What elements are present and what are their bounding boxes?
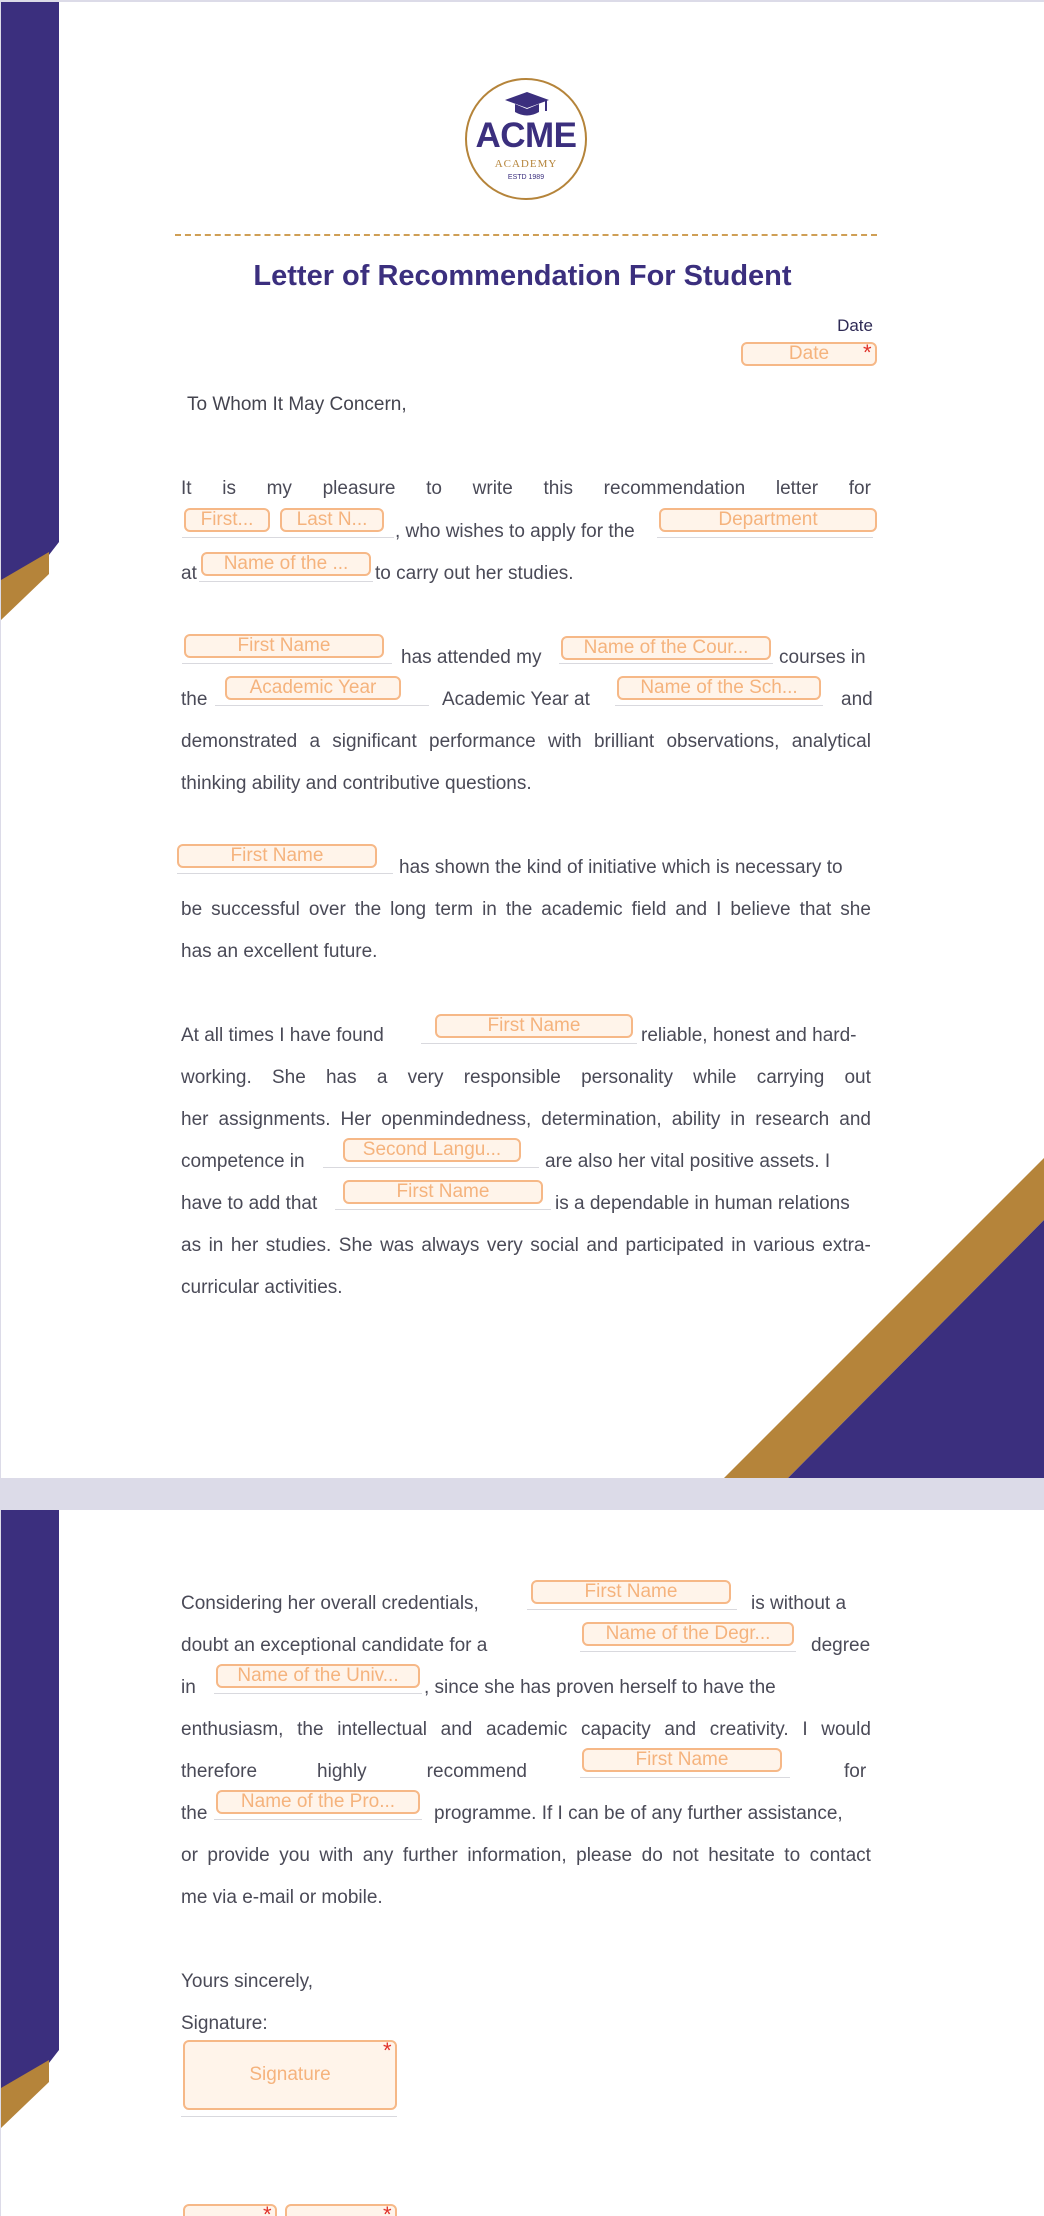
academic-year-field[interactable]: Academic Year [225, 676, 401, 700]
signature-field[interactable]: Signature [183, 2040, 397, 2110]
p4-at-all-text: At all times I have found [181, 1025, 384, 1046]
p2-courses-in-text: courses in [779, 647, 866, 668]
institution-field[interactable]: Name of the ... [201, 552, 371, 576]
p2-first-name-field[interactable]: First Name [184, 634, 384, 658]
p5-doubt-text: doubt an exceptional candidate for a [181, 1635, 488, 1656]
p3-shown-text: has shown the kind of initiative which is necessary to [399, 857, 843, 878]
side-ribbon-decoration [1, 2, 61, 622]
p1-carry-text: to carry out her studies. [375, 563, 574, 584]
p2-line-4: thinking ability and contributive questions. [181, 773, 532, 794]
p4-dependable-text: is a dependable in human relations [555, 1193, 850, 1214]
date-field[interactable]: Date [741, 342, 877, 366]
p1-wishes-text: , who wishes to apply for the [395, 521, 635, 542]
p5-in-text: in [181, 1677, 196, 1698]
p4-first-name-field[interactable]: First Name [435, 1014, 633, 1038]
p5-line-8: me via e-mail or mobile. [181, 1887, 383, 1908]
p3-line-3: has an excellent future. [181, 941, 378, 962]
p3-first-name-field[interactable]: First Name [177, 844, 377, 868]
acme-academy-logo [465, 78, 587, 200]
second-language-field[interactable]: Second Langu... [343, 1138, 521, 1162]
p3-line-2: be successful over the long term in the academic field and I believe that she [181, 899, 871, 920]
date-label: Date [837, 316, 873, 335]
p1-at-text: at [181, 563, 197, 584]
p5-first-name-field-2[interactable]: First Name [582, 1748, 782, 1772]
p2-academic-year-at-text: Academic Year at [442, 689, 590, 710]
p4-line-6: as in her studies. She was always very social and participated in various extra- [181, 1235, 871, 1256]
p5-line-4: enthusiasm, the intellectual and academic capacity and creativity. I would [181, 1719, 871, 1740]
p5-for-text: for [844, 1761, 867, 1782]
p5-considering-text: Considering her overall credentials, [181, 1593, 479, 1614]
bottom-field-2[interactable] [285, 2204, 397, 2216]
greeting: To Whom It May Concern, [187, 394, 407, 415]
p4-competence-text: competence in [181, 1151, 305, 1172]
p4-line-7: curricular activities. [181, 1277, 343, 1298]
p4-vital-text: are also her vital positive assets. I [545, 1151, 831, 1172]
p5-the-text: the [181, 1803, 208, 1824]
bottom-field-1-required-mark: * [263, 2202, 272, 2216]
logo-name: ACME [475, 116, 577, 155]
letter-title: Letter of Recommendation For Student [253, 260, 792, 292]
university-name-field[interactable]: Name of the Univ... [216, 1664, 420, 1688]
p5-degree-text: degree [811, 1635, 871, 1656]
logo-established: ESTD 1989 [507, 174, 545, 181]
p4-have-to-add-text: have to add that [181, 1193, 318, 1214]
programme-name-field[interactable]: Name of the Pro... [216, 1790, 420, 1814]
p1-line-1: It is my pleasure to write this recommendation letter for [181, 478, 871, 499]
logo-subtitle: ACADEMY [494, 158, 558, 170]
p1-last-name-field[interactable]: Last N... [280, 508, 384, 532]
p5-therefore-text: therefore highly recommend [181, 1761, 527, 1782]
degree-name-field[interactable]: Name of the Degr... [582, 1622, 794, 1646]
letter-page-1 [1, 2, 1044, 1478]
title-divider [175, 234, 877, 236]
p5-programme-text: programme. If I can be of any further assistance, [434, 1803, 843, 1824]
p5-since-text: , since she has proven herself to have the [424, 1677, 776, 1698]
department-field[interactable]: Department [659, 508, 877, 532]
course-name-field[interactable]: Name of the Cour... [561, 636, 771, 660]
p2-attended-text: has attended my [401, 647, 542, 668]
side-ribbon-decoration-2 [1, 1510, 61, 2130]
p4-line-2: working. She has a very responsible personality while carrying out [181, 1067, 871, 1088]
bottom-field-2-required-mark: * [383, 2202, 392, 2216]
p4-first-name-field-2[interactable]: First Name [343, 1180, 543, 1204]
p4-line-3: her assignments. Her openmindedness, determination, ability in research and [181, 1109, 871, 1130]
graduation-cap-icon [505, 92, 549, 118]
closing-text: Yours sincerely, [181, 1971, 314, 1992]
signature-required-mark: * [383, 2038, 392, 2063]
p5-line-7: or provide you with any further information, please do not hesitate to contact [181, 1845, 871, 1866]
p2-the-text: the [181, 689, 208, 710]
p5-first-name-field[interactable]: First Name [531, 1580, 731, 1604]
p4-reliable-text: reliable, honest and hard- [641, 1025, 857, 1046]
letter-page-2 [1, 1510, 1044, 2216]
date-required-mark: * [863, 340, 872, 365]
school-name-field[interactable]: Name of the Sch... [617, 676, 821, 700]
signature-label: Signature: [181, 2013, 268, 2034]
p5-without-text: is without a [751, 1593, 847, 1614]
p1-first-name-field[interactable]: First... [184, 508, 270, 532]
p2-and-text: and [841, 689, 873, 710]
p2-line-3: demonstrated a significant performance with brilliant observations, analytical [181, 731, 871, 752]
